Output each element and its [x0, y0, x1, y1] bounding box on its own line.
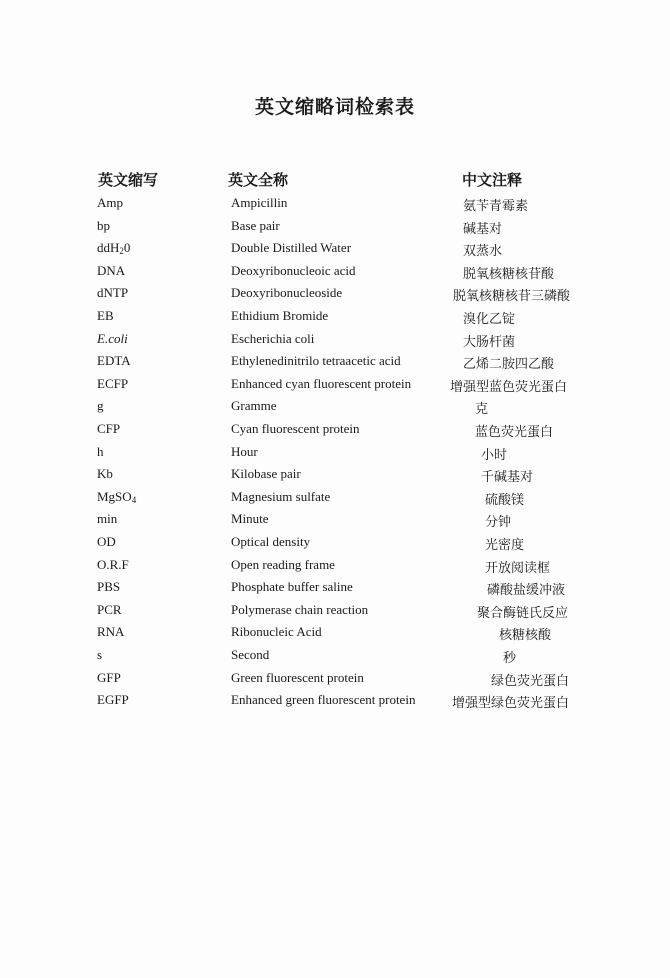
table-row: [0, 444, 670, 466]
cell-abbreviation: g: [97, 398, 104, 414]
cell-chinese-note: 绿色荧光蛋白: [491, 672, 570, 688]
cell-chinese-note: 脱氧核糖核苷酸: [463, 265, 555, 281]
cell-full-name: Second: [231, 647, 270, 662]
cell-chinese-note: 增强型蓝色荧光蛋白: [450, 378, 568, 394]
table-row: [0, 421, 670, 443]
page-title: 英文缩略词检索表: [254, 97, 415, 118]
cell-abbreviation: RNA: [97, 624, 125, 640]
cell-chinese-note: 开放阅读框: [485, 559, 551, 575]
table-row: [0, 331, 670, 353]
cell-abbreviation: OD: [97, 534, 116, 549]
table-row: [0, 376, 670, 398]
cell-full-name: Enhanced cyan fluorescent protein: [231, 375, 412, 391]
cell-chinese-note: 蓝色荧光蛋白: [475, 424, 554, 439]
cell-chinese-note: 硫酸镁: [485, 491, 525, 507]
table-row: [0, 579, 670, 601]
cell-full-name: Gramme: [231, 398, 277, 414]
cell-chinese-note: 大肠杆菌: [463, 333, 516, 349]
cell-abbreviation: CFP: [97, 421, 121, 436]
cell-abbreviation: DNA: [97, 262, 126, 278]
cell-full-name: Open reading frame: [231, 556, 335, 572]
cell-full-name: Hour: [231, 443, 258, 459]
cell-chinese-note: 增强型绿色荧光蛋白: [452, 695, 570, 711]
cell-chinese-note: 核糖核酸: [499, 627, 552, 643]
table-row: [0, 353, 670, 375]
cell-abbreviation: Kb: [97, 466, 113, 482]
cell-abbreviation: PCR: [97, 601, 122, 617]
cell-full-name: Ethidium Bromide: [231, 308, 329, 323]
table-row: [0, 557, 670, 579]
cell-chinese-note: 双蒸水: [463, 243, 503, 259]
cell-abbreviation: PBS: [97, 579, 121, 595]
table-row: [0, 692, 670, 714]
cell-abbreviation: E.coli: [97, 330, 128, 346]
table-row: [0, 263, 670, 285]
column-header-full-name: 英文全称: [228, 173, 289, 189]
table-row: [0, 218, 670, 240]
cell-chinese-note: 光密度: [485, 537, 525, 552]
table-row: [0, 195, 670, 217]
cell-chinese-note: 千碱基对: [481, 469, 534, 485]
table-row: [0, 466, 670, 488]
cell-chinese-note: 氨苄青霉素: [463, 198, 529, 213]
cell-chinese-note: 碱基对: [463, 220, 503, 236]
cell-chinese-note: 克: [475, 401, 489, 417]
cell-abbreviation: min: [97, 511, 118, 527]
table-row: [0, 308, 670, 330]
table-row: [0, 534, 670, 556]
cell-full-name: Enhanced green fluorescent protein: [231, 692, 416, 708]
cell-full-name: Polymerase chain reaction: [231, 601, 369, 617]
cell-chinese-note: 乙烯二胺四乙酸: [463, 356, 555, 372]
cell-chinese-note: 磷酸盐缓冲液: [487, 582, 566, 598]
cell-abbreviation: GFP: [97, 669, 121, 685]
cell-chinese-note: 秒: [503, 650, 517, 665]
cell-full-name: Ampicillin: [231, 195, 288, 210]
cell-abbreviation: dNTP: [97, 285, 129, 301]
cell-full-name: Base pair: [231, 217, 280, 233]
cell-full-name: Deoxyribonucleoside: [231, 285, 343, 301]
cell-chinese-note: 小时: [481, 446, 508, 462]
cell-chinese-note: 溴化乙锭: [463, 311, 516, 326]
table-row: [0, 624, 670, 646]
cell-full-name: Ribonucleic Acid: [231, 624, 322, 640]
cell-chinese-note: 脱氧核糖核苷三磷酸: [453, 288, 571, 304]
cell-abbreviation: EB: [97, 308, 114, 323]
cell-abbreviation: ddH$_2$0: [97, 240, 131, 257]
table-row: [0, 670, 670, 692]
cell-full-name: Magnesium sulfate: [231, 488, 331, 504]
cell-full-name: Cyan fluorescent protein: [231, 421, 360, 436]
cell-chinese-note: 分钟: [485, 514, 512, 530]
cell-full-name: Deoxyribonucleoic acid: [231, 262, 356, 278]
cell-abbreviation: EGFP: [97, 692, 129, 708]
table-row: [0, 647, 670, 669]
cell-full-name: Ethylenedinitrilo tetraacetic acid: [231, 353, 401, 369]
cell-abbreviation: s: [97, 647, 103, 662]
table-row: [0, 511, 670, 533]
cell-abbreviation: MgSO$_4$: [97, 488, 137, 505]
table-row: [0, 240, 670, 262]
cell-full-name: Green fluorescent protein: [231, 669, 364, 685]
table-row: [0, 602, 670, 624]
cell-abbreviation: EDTA: [97, 353, 131, 369]
cell-abbreviation: Amp: [97, 195, 123, 210]
cell-full-name: Minute: [231, 511, 269, 527]
column-header-chinese-note: 中文注释: [462, 173, 523, 189]
cell-full-name: Kilobase pair: [231, 466, 301, 482]
cell-full-name: Phosphate buffer saline: [231, 579, 353, 595]
cell-abbreviation: O.R.F: [97, 556, 129, 572]
table-row: [0, 489, 670, 511]
column-header-abbreviation: 英文缩写: [98, 173, 159, 189]
cell-chinese-note: 聚合酶链氏反应: [477, 604, 569, 620]
cell-abbreviation: ECFP: [97, 375, 129, 391]
table-row: [0, 398, 670, 420]
cell-full-name: Double Distilled Water: [231, 240, 352, 256]
cell-abbreviation: bp: [97, 217, 110, 233]
cell-full-name: Optical density: [231, 534, 311, 549]
cell-abbreviation: h: [97, 443, 104, 459]
cell-full-name: Escherichia coli: [231, 330, 315, 346]
table-row: [0, 285, 670, 307]
